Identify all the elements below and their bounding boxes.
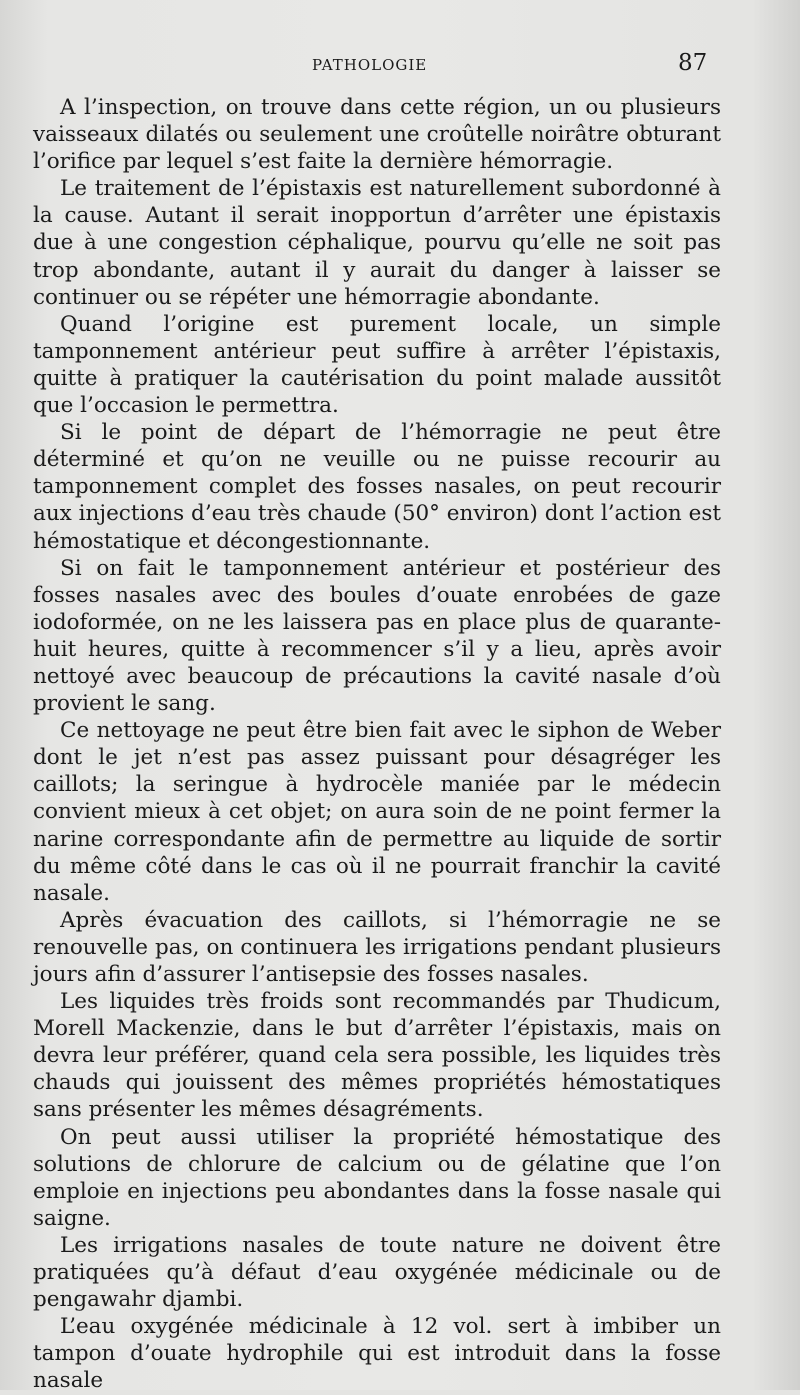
paragraph-chlorure-calcium: On peut aussi utiliser la propriété hémostatique des solutions de chlorure de calcium ou de gélatine que l’on emploie en injections peu abondantes dans la fosse nasale qui saigne.: [33, 1124, 721, 1231]
page-header: [0, 50, 800, 80]
page-number: 87: [678, 50, 708, 76]
running-title: PATHOLOGIE: [312, 56, 428, 74]
paragraph-eau-oxygenee: L’eau oxygénée médicinale à 12 vol. sert à imbiber un tampon d’ouate hydrophile qui est introduit dans la fosse nasale: [33, 1314, 721, 1394]
paragraph-inspection: A l’inspection, on trouve dans cette région, un ou plusieurs vaisseaux dilatés ou seulement une croûtelle noirâtre obturant l’orifice par lequel s’est faite la dernière hémorragie.: [33, 95, 721, 175]
paragraph-tamponnement: Si on fait le tamponnement antérieur et postérieur des fosses nasales avec des boules d’ouate enrobées de gaze iodoformée, on ne les laissera pas en place plus de quarante-huit heures, quitte à recommencer s’il y a lieu, après avoir nettoyé avec beaucoup de précautions la cavité nasale d’où provient le sang.: [33, 555, 721, 717]
paragraph-nettoyage: Ce nettoyage ne peut être bien fait avec le siphon de Weber dont le jet n’est pas assez puissant pour désagréger les caillots; la seringue à hydrocèle maniée par le médecin convient mieux à cet objet; on aura soin de ne point fermer la narine correspondante afin de permettre au liquide de sortir du même côté dans le cas où il ne pourrait franchir la cavité nasale.: [33, 718, 721, 906]
paragraph-irrigations: Les irrigations nasales de toute nature ne doivent être pratiquées qu’à défaut d’eau oxygénée médicinale ou de pengawahr djambi.: [33, 1232, 721, 1313]
paragraph-traitement: Le traitement de l’épistaxis est naturellement subordonné à la cause. Autant il serait inopportun d’arrêter une épistaxis due à une congestion céphalique, pourvu qu’elle ne soit pas trop abondante, autant il y aurait du danger à laisser se continuer ou se répéter une hémorragie abondante.: [33, 176, 721, 310]
body-text: [33, 94, 721, 1395]
paragraph-evacuation: Après évacuation des caillots, si l’hémorragie ne se renouvelle pas, on continuera les irrigations pendant plusieurs jours afin d’assurer l’antisepsie des fosses nasales.: [33, 907, 721, 987]
paragraph-point-de-depart: Si le point de départ de l’hémorragie ne peut être déterminé et qu’on ne veuille ou ne puisse recourir au tamponnement complet des fosses nasales, on peut recourir aux injections d’eau très chaude (50° environ) dont l’action est hémostatique et décongestionnante.: [33, 420, 721, 554]
paragraph-liquides-froids: Les liquides très froids sont recommandés par Thudicum, Morell Mackenzie, dans le but d’arrêter l’épistaxis, mais on devra leur préférer, quand cela sera possible, les liquides très chauds qui jouissent des mêmes propriétés hémostatiques sans présenter les mêmes désagréments.: [33, 989, 721, 1123]
paragraph-origine-locale: Quand l’origine est purement locale, un simple tamponnement antérieur peut suffire à arrêter l’épistaxis, quitte à pratiquer la cautérisation du point malade aussitôt que l’occasion le permettra.: [33, 311, 721, 419]
